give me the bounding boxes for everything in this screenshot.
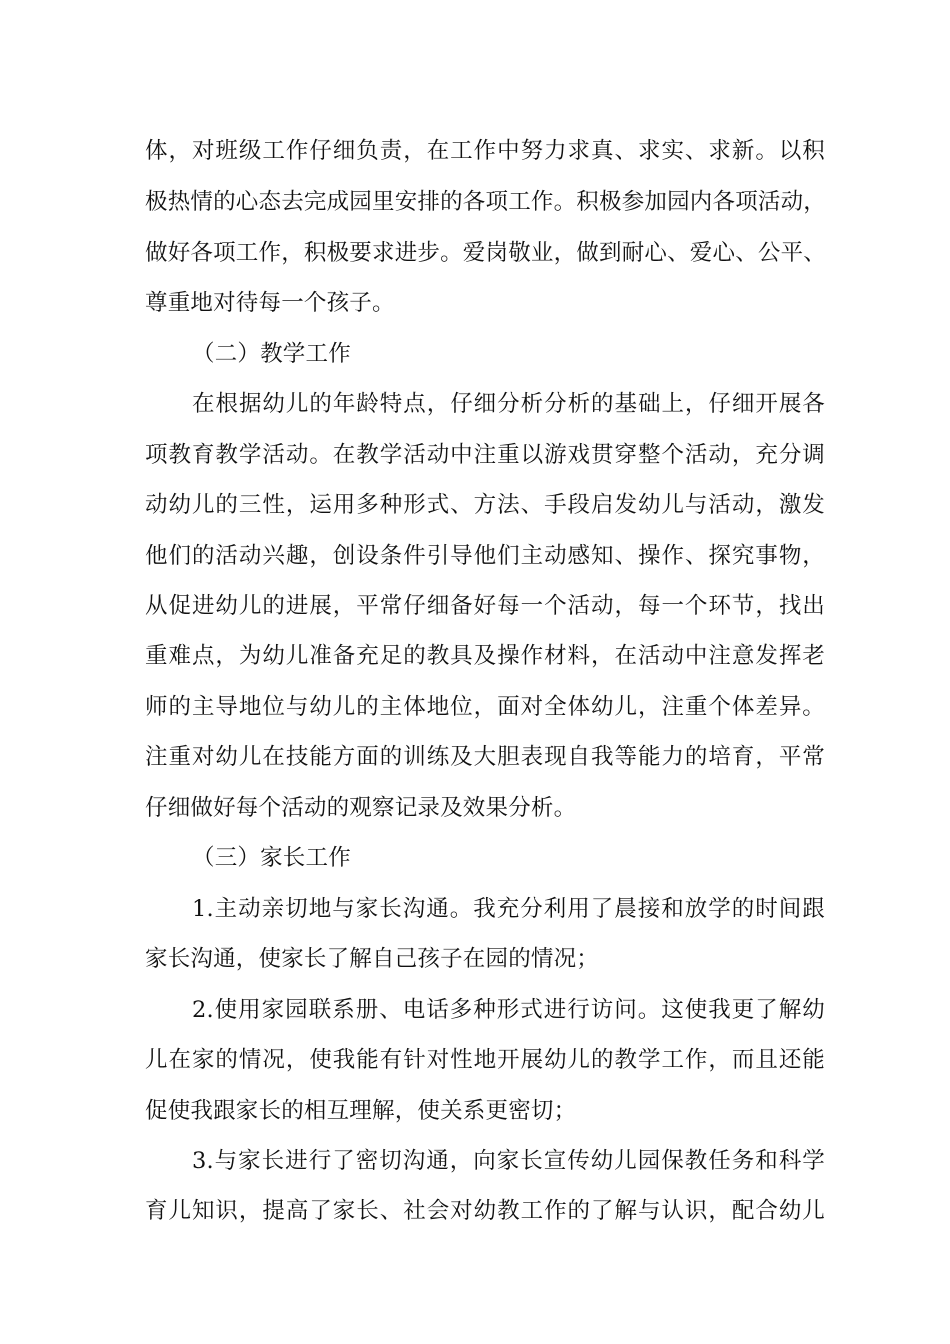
paragraph-line: 尊重地对待每一个孩子。	[145, 290, 395, 316]
paragraph-line: 动幼儿的三性，运用多种形式、方法、手段启发幼儿与活动，激发	[145, 492, 825, 518]
paragraph-line: 他们的活动兴趣，创设条件引导他们主动感知、操作、探究事物，	[145, 543, 825, 569]
section-heading: （二）教学工作	[192, 341, 351, 367]
paragraph-line: 儿在家的情况，使我能有针对性地开展幼儿的教学工作，而且还能	[145, 1047, 825, 1073]
paragraph-line: 从促进幼儿的进展，平常仔细备好每一个活动，每一个环节，找出	[145, 593, 825, 619]
paragraph-line: 体，对班级工作仔细负责，在工作中努力求真、求实、求新。以积	[145, 138, 825, 164]
paragraph-line: 师的主导地位与幼儿的主体地位，面对全体幼儿，注重个体差异。	[145, 694, 825, 720]
paragraph-line: 注重对幼儿在技能方面的训练及大胆表现自我等能力的培育，平常	[145, 744, 825, 770]
paragraph-line: 1.主动亲切地与家长沟通。我充分利用了晨接和放学的时间跟	[192, 896, 825, 922]
paragraph-line: 育儿知识，提高了家长、社会对幼教工作的了解与认识，配合幼儿	[145, 1198, 825, 1224]
paragraph-line: 在根据幼儿的年龄特点，仔细分析分析的基础上，仔细开展各	[192, 391, 825, 417]
paragraph-line: 2.使用家园联系册、电话多种形式进行访问。这使我更了解幼	[192, 997, 825, 1023]
paragraph-line: 项教育教学活动。在教学活动中注重以游戏贯穿整个活动，充分调	[145, 442, 825, 468]
paragraph-line: 家长沟通，使家长了解自己孩子在园的情况；	[145, 946, 600, 972]
paragraph-line: 仔细做好每个活动的观察记录及效果分析。	[145, 795, 577, 821]
paragraph-line: 3.与家长进行了密切沟通，向家长宣传幼儿园保教任务和科学	[192, 1148, 825, 1174]
paragraph-line: 促使我跟家长的相互理解，使关系更密切；	[145, 1098, 577, 1124]
paragraph-line: 重难点，为幼儿准备充足的教具及操作材料，在活动中注意发挥老	[145, 643, 825, 669]
paragraph-line: 极热情的心态去完成园里安排的各项工作。积极参加园内各项活动，	[145, 189, 827, 215]
section-heading: （三）家长工作	[192, 845, 351, 871]
paragraph-line: 做好各项工作，积极要求进步。爱岗敬业，做到耐心、爱心、公平、	[145, 240, 827, 266]
